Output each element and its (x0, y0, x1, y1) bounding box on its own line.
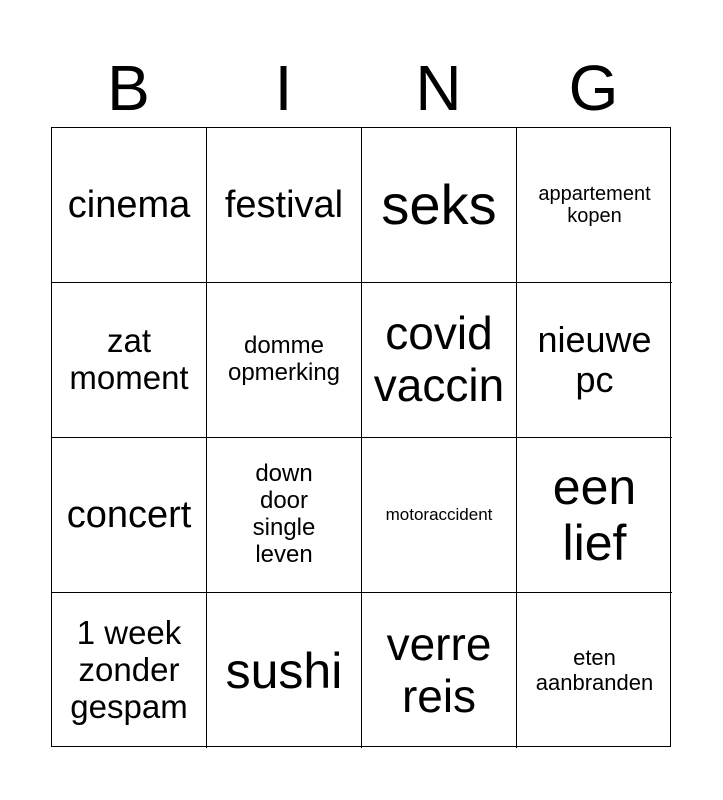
bingo-cell[interactable] (362, 438, 517, 593)
bingo-cell[interactable] (362, 593, 517, 748)
bingo-cell[interactable] (52, 128, 207, 283)
bingo-cell[interactable] (207, 128, 362, 283)
bingo-cell[interactable] (517, 283, 672, 438)
cell-label: een lief (552, 459, 637, 571)
cell-label: appartement kopen (538, 182, 651, 227)
bingo-cell[interactable] (362, 128, 517, 283)
cell-label: 1 week zonder gespam (70, 614, 188, 725)
header-letter-n: N (415, 52, 462, 124)
cell-label: zat moment (69, 322, 189, 396)
cell-label: down door single leven (252, 460, 316, 568)
cell-label: verre reis (386, 617, 492, 722)
cell-label: domme opmerking (227, 332, 341, 386)
cell-label: covid vaccin (373, 307, 505, 411)
bingo-header (51, 50, 671, 126)
cell-label: nieuwe pc (537, 318, 652, 400)
header-letter-g: G (568, 52, 619, 124)
header-letter-b: B (107, 52, 150, 124)
bingo-cell[interactable] (52, 438, 207, 593)
bingo-cell[interactable] (517, 593, 672, 748)
bingo-cell[interactable] (207, 593, 362, 748)
bingo-cell[interactable] (52, 593, 207, 748)
cell-label: sushi (225, 642, 343, 699)
cell-label: concert (66, 493, 192, 536)
bingo-cell[interactable] (517, 128, 672, 283)
cell-label: seks (381, 172, 497, 236)
cell-label: eten aanbranden (535, 644, 654, 695)
header-letter-i: I (274, 52, 293, 124)
bingo-cell[interactable] (517, 438, 672, 593)
cell-label: festival (224, 183, 344, 226)
bingo-cell[interactable] (362, 283, 517, 438)
bingo-board (51, 127, 671, 747)
bingo-cell[interactable] (207, 283, 362, 438)
bingo-cell[interactable] (207, 438, 362, 593)
cell-label: cinema (67, 183, 191, 226)
bingo-cell[interactable] (52, 283, 207, 438)
cell-label: motoraccident (385, 505, 493, 525)
